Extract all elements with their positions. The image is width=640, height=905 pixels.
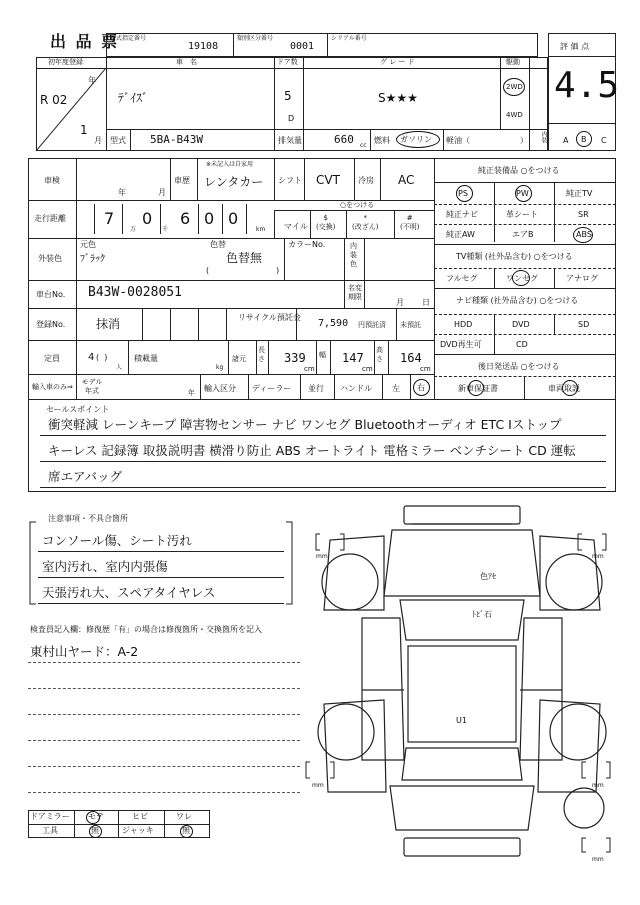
ship-label: 後日発送品 ○をつける	[478, 362, 560, 371]
mileage-digit-5: 0	[204, 209, 215, 228]
import-year-unit: 年	[188, 389, 195, 397]
width-unit: cm	[362, 365, 373, 373]
recycle-not: 未預託	[400, 321, 421, 329]
damage-mark-2: ﾄﾋﾞ石	[472, 610, 492, 619]
jack-none: 無	[182, 826, 190, 835]
interior-c: C	[601, 136, 607, 145]
fuel-gasoline: ガソリン	[400, 135, 432, 144]
shift-value: CVT	[316, 173, 340, 187]
ship-warranty: 新車保証書	[458, 384, 498, 393]
reg-month: 1	[80, 123, 88, 137]
category-no: 0001	[290, 41, 315, 52]
door-type: D	[288, 114, 295, 123]
mileage-digit-2: 7	[104, 209, 115, 228]
sheet-title: 出 品 票	[50, 32, 120, 51]
ac-label: 冷房	[358, 176, 374, 185]
warranty-circle	[468, 380, 484, 396]
score-label: 評 価 点	[560, 42, 590, 51]
mm-unit-rl: mm	[312, 782, 324, 789]
damage-mark-3: U1	[456, 716, 467, 725]
navi-sd: SD	[578, 320, 590, 329]
mm-unit-fl: mm	[316, 553, 328, 560]
mm-unit-rr: mm	[592, 782, 604, 789]
reg-no-label: 登録No.	[36, 320, 66, 329]
car-name: ﾃﾞｲｽﾞ	[118, 91, 149, 105]
sales-line-1: 衝突軽減 レーンキープ 障害物センサー ナビ ワンセグ Bluetoothオーディオ ETC Iストップ	[48, 417, 562, 432]
mirror-ware: ワレ	[176, 812, 192, 821]
equip-abs: ABS	[576, 230, 592, 239]
dims-label: 諸元	[232, 355, 246, 363]
history-note: ※未記入は自家用	[206, 161, 254, 168]
height-value: 164	[400, 351, 422, 365]
model-designation-no: 19108	[188, 41, 219, 52]
interior-a: A	[563, 136, 569, 145]
note-line-3: 天張汚れ大、スペアタイヤレス	[42, 585, 216, 600]
recycle-deposited: 円預託済	[358, 321, 386, 329]
original-color: ﾌﾞﾗｯｸ	[80, 254, 105, 265]
color-no-label: カラーNo.	[288, 240, 326, 249]
ship-manual: 車両取説	[548, 384, 580, 393]
inspector-line-1: 東村山ヤード：A-2	[30, 644, 139, 659]
navi-dvd: DVD	[512, 320, 530, 329]
capacity-label: 定員	[44, 354, 60, 363]
color-label: 外装色	[38, 254, 62, 263]
tv-analog: アナログ	[566, 274, 598, 283]
equip-leather: 革シート	[506, 210, 538, 219]
tv-oneseg: ワンセグ	[506, 274, 538, 283]
score-value: 4.5	[554, 65, 620, 106]
header-info-box	[106, 33, 538, 57]
load-label: 積載量	[134, 354, 158, 363]
recycle-label: リサイクル預託金	[238, 313, 301, 322]
tools-label: 工具	[42, 826, 58, 835]
chassis-label: 車台No.	[36, 290, 66, 299]
drive-4wd: 4WD	[506, 111, 523, 119]
sales-line-3: 席エアバッグ	[48, 469, 123, 484]
navi-type-label: ナビ種類 (社外品含む) ○をつける	[456, 296, 579, 305]
mile-label: マイル	[284, 222, 308, 231]
width-label: 幅	[319, 351, 326, 359]
displacement-unit: cc	[360, 142, 367, 149]
height-label: 高さ	[376, 346, 383, 363]
fuel-diesel-close: ）	[520, 136, 528, 145]
model-designation-label: 型式指定番号	[110, 35, 147, 42]
door-count: 5	[284, 89, 292, 103]
jack-label: ジャッキ	[122, 826, 154, 835]
navi-hdd: HDD	[454, 320, 473, 329]
capacity-value: 4	[88, 352, 95, 363]
reg-era: R 02	[40, 93, 68, 107]
mileage-digit-6: 0	[228, 209, 239, 228]
first-reg-label: 初年度登録	[48, 58, 83, 66]
original-color-label: 元色	[80, 240, 96, 249]
car-diagram	[300, 500, 630, 870]
handle-left: 左	[392, 384, 400, 393]
tools-none: 無	[91, 826, 99, 835]
mote-circle	[86, 811, 100, 824]
shift-label: シフト	[278, 176, 302, 185]
mm-unit-fr: mm	[592, 553, 604, 560]
parallel-label: 並行	[308, 384, 324, 393]
mm-unit-spare: mm	[592, 856, 604, 863]
tv-fullseg: フルセグ	[446, 274, 478, 283]
note-line-2: 室内汚れ、室内内張傷	[42, 559, 168, 574]
import-type-label: 輸入区分	[204, 384, 236, 393]
doors-label: ドア数	[277, 58, 298, 66]
grade-value: S★★★	[378, 91, 418, 105]
length-value: 339	[284, 351, 306, 365]
inspector-label: 検査員記入欄：修復歴「有」の場合は修復箇所・交換箇所を記入	[30, 625, 262, 634]
genuine-label: 純正装備品 ○をつける	[478, 166, 560, 175]
name-change-day: 日	[422, 298, 430, 307]
equip-tv: 純正TV	[566, 189, 593, 198]
displacement-value: 660	[334, 133, 354, 146]
inspection-year-unit: 年	[118, 188, 126, 197]
recycle-amount: 7,590	[318, 318, 349, 329]
model-label: 型式	[110, 136, 126, 145]
mirror-mote: モテ	[88, 812, 104, 821]
note-line-1: コンソール傷、シート汚れ	[42, 533, 192, 548]
ac-value: AC	[398, 173, 415, 187]
sales-label: セールスポイント	[46, 405, 110, 414]
km-unit: km	[256, 226, 266, 233]
interior-b: B	[581, 135, 587, 144]
mark-note: ○をつける	[340, 201, 375, 209]
mileage-digits	[84, 204, 270, 234]
reg-no: 抹消	[96, 317, 121, 331]
drive-2wd: 2WD	[506, 83, 523, 91]
inspection-label: 車検	[44, 176, 60, 185]
mileage-digit-4: 6	[180, 209, 191, 228]
serial-label: シリアル番号	[331, 35, 367, 42]
equip-ps: PS	[458, 189, 468, 198]
displacement-label: 排気量	[278, 136, 302, 145]
handle-right: 右	[417, 383, 425, 392]
handle-label: ハンドル	[340, 384, 372, 393]
alter-label: * (改ざん)	[352, 214, 379, 231]
inspection-month-unit: 月	[158, 188, 166, 197]
manual-circle	[562, 380, 578, 396]
tv-type-label: TV種類 (社外品含む) ○をつける	[456, 252, 573, 261]
kg-unit: kg	[216, 364, 224, 371]
interior-color-label: 内装色	[350, 242, 357, 268]
chassis-no: B43W-0028051	[88, 285, 182, 300]
equip-pw: PW	[516, 189, 529, 198]
mileage-label: 走行距離	[34, 214, 66, 223]
equip-navi: 純正ナビ	[446, 210, 478, 219]
length-unit: cm	[304, 365, 315, 373]
history-value: レンタカー	[204, 175, 264, 189]
interior-label: 内装	[540, 131, 547, 143]
equip-aw: 純正AW	[446, 230, 475, 239]
door-mirror-label: ドアミラー	[30, 812, 70, 821]
drive-label: 駆動	[506, 58, 520, 66]
mileage-man-unit: 万	[130, 226, 137, 233]
grade-label: グ レ ー ド	[380, 58, 415, 66]
navi-cd: CD	[516, 340, 528, 349]
import-label: 輸入車のみ⇒	[32, 383, 73, 391]
equip-airbag: エアB	[512, 230, 534, 239]
length-label: 長さ	[258, 346, 265, 363]
fuel-label: 燃料	[374, 136, 390, 145]
repaint-label: 色替	[210, 240, 226, 249]
dealer-label: ディーラー	[252, 384, 292, 393]
category-label: 類別区分番号	[237, 35, 274, 42]
notes-label: 注意事項・不具合箇所	[48, 514, 128, 523]
reg-month-unit: 月	[94, 136, 102, 145]
history-label: 車歴	[174, 176, 190, 185]
capacity-unit: 人	[116, 364, 123, 371]
fuel-diesel-label: 軽油（	[446, 136, 470, 145]
model-code: 5BA-B43W	[150, 133, 203, 146]
name-change-label: 名変期限	[348, 284, 362, 301]
equip-sr: SR	[578, 210, 589, 219]
repaint-value: 色替無	[226, 251, 263, 265]
mileage-digit-3: 0	[142, 209, 153, 228]
height-unit: cm	[420, 365, 431, 373]
model-year-label: モデル年式	[81, 378, 103, 395]
name-change-month: 月	[396, 298, 404, 307]
damage-mark-1: 色ｱｾ	[480, 572, 496, 581]
swap-label: $ (交換)	[316, 214, 336, 231]
navi-dvd-play: DVD再生可	[440, 340, 482, 349]
car-name-label: 車 名	[176, 58, 197, 66]
mirror-hibi: ヒビ	[132, 812, 148, 821]
mileage-sen-unit: 千	[162, 226, 169, 233]
sales-line-2: キーレス 記録簿 取扱説明書 横滑り防止 ABS オートライト 電格ミラー ベンチシート CD 運転	[48, 443, 576, 458]
reg-year-unit: 年	[88, 76, 96, 85]
width-value: 147	[342, 351, 364, 365]
unknown-label: # (不明)	[400, 214, 420, 231]
